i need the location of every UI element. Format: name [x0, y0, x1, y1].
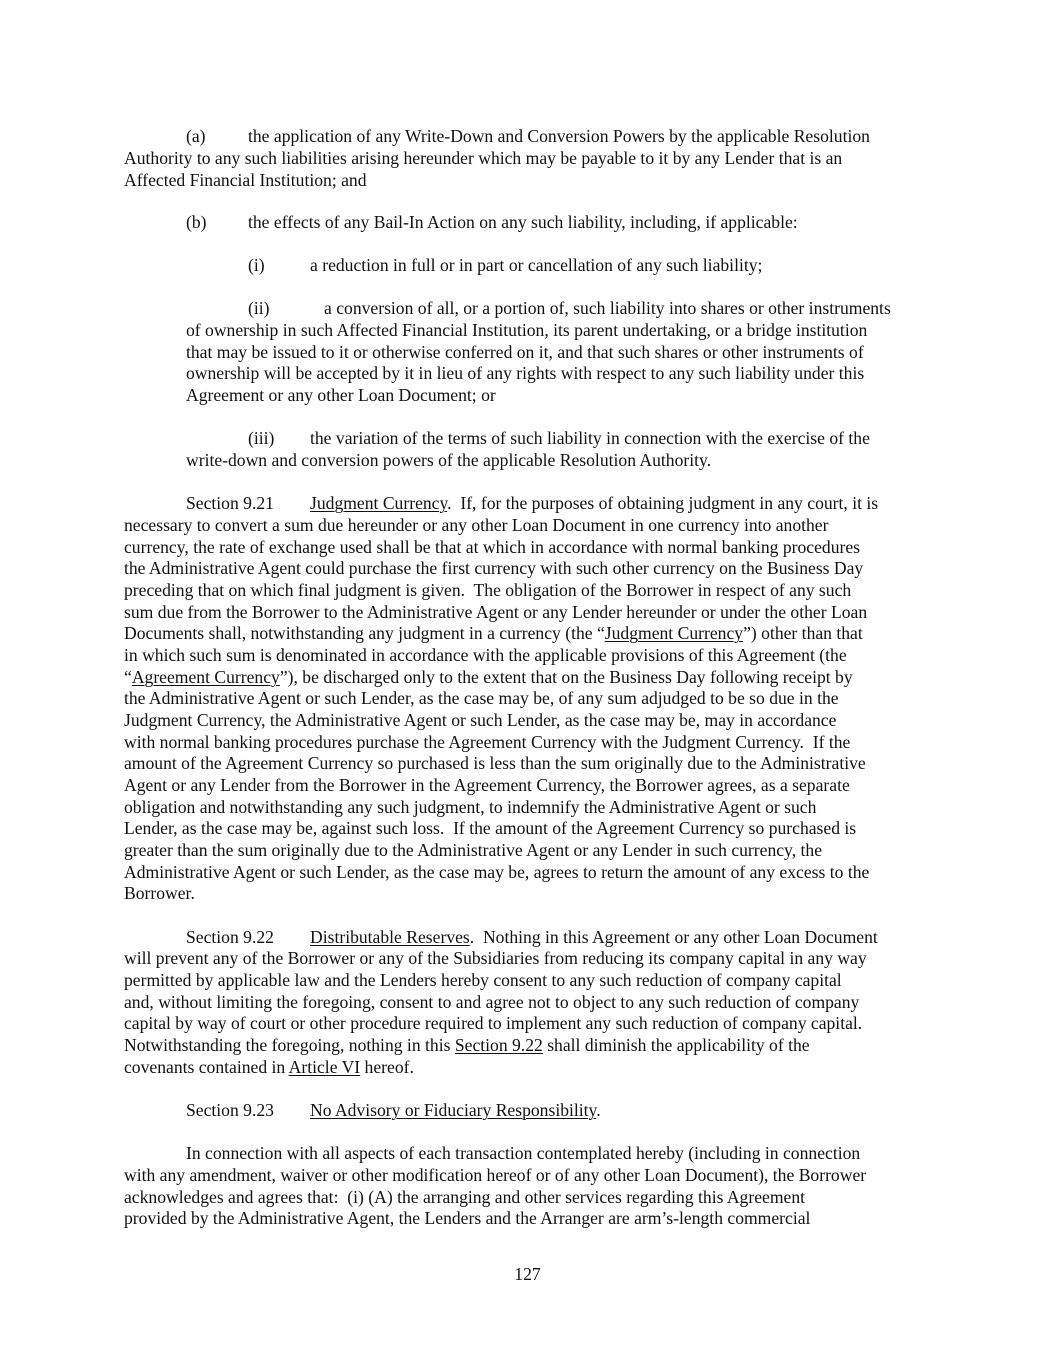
clause-label: (b) — [186, 212, 207, 232]
clause-text: Agreement or any other Loan Document; or — [186, 385, 496, 405]
page-number: 127 — [514, 1264, 541, 1284]
section-text: Lender, as the case may be, against such loss. If the amount of the Agreement Currency so purchased is — [124, 818, 857, 838]
section-text: preceding that on which final judgment is given. The obligation of the Borrower in respect of any such — [124, 580, 852, 600]
section-text: Borrower. — [124, 883, 195, 903]
section-text: Administrative Agent or such Lender, as the case may be, agrees to return the amount of any excess to the — [124, 862, 870, 882]
section-number: Section 9.22 — [186, 927, 274, 947]
section-number: Section 9.21 — [186, 493, 274, 513]
clause-label: (ii) — [248, 298, 270, 318]
section-text: provided by the Administrative Agent, the Lenders and the Arranger are arm’s-length commercial — [124, 1208, 811, 1228]
section-number: Section 9.23 — [186, 1100, 274, 1120]
section-text: Judgment Currency, the Administrative Agent or such Lender, as the case may be, may in accordance — [124, 710, 837, 730]
section-text: in which such sum is denominated in accordance with the applicable provisions of this Agreement (the — [124, 645, 847, 665]
section-text: capital by way of court or other procedure required to implement any such reduction of company capital. — [124, 1013, 863, 1033]
clause-text: a reduction in full or in part or cancellation of any such liability; — [310, 255, 763, 275]
section-text: will prevent any of the Borrower or any of the Subsidiaries from reducing its company capital in any way — [124, 948, 867, 968]
cross-reference-article-vi: Article VI — [288, 1057, 361, 1077]
clause-text: a conversion of all, or a portion of, such liability into shares or other instruments — [324, 298, 891, 318]
section-text: ”) other than that — [743, 623, 863, 643]
clause-text: of ownership in such Affected Financial Institution, its parent undertaking, or a bridge institution — [186, 320, 868, 340]
section-text: Documents shall, notwithstanding any judgment in a currency (the “ — [124, 623, 605, 643]
clause-text: that may be issued to it or otherwise conferred on it, and that such shares or other instruments of — [186, 342, 864, 362]
section-heading: Distributable Reserves — [310, 927, 470, 947]
clause-text: Affected Financial Institution; and — [124, 170, 367, 190]
section-text: Agent or any Lender from the Borrower in the Agreement Currency, the Borrower agrees, as a separate — [124, 775, 850, 795]
section-text: currency, the rate of exchange used shall be that at which in accordance with normal banking procedures — [124, 537, 861, 557]
section-text: “ — [124, 667, 132, 687]
section-text: amount of the Agreement Currency so purchased is less than the sum originally due to the Administrative — [124, 753, 866, 773]
clause-label: (a) — [186, 126, 206, 146]
section-text: greater than the sum originally due to the Administrative Agent or any Lender in such currency, the — [124, 840, 823, 860]
section-text: sum due from the Borrower to the Administrative Agent or any Lender hereunder or under the other Loan — [124, 602, 868, 622]
clause-text: write-down and conversion powers of the applicable Resolution Authority. — [186, 450, 712, 470]
section-text: . Nothing in this Agreement or any other Loan Document — [469, 927, 878, 947]
section-heading: Judgment Currency — [310, 493, 448, 513]
clause-label: (iii) — [248, 428, 275, 448]
section-text: . If, for the purposes of obtaining judgment in any court, it is — [447, 493, 879, 513]
clause-text: the application of any Write-Down and Conversion Powers by the applicable Resolution — [248, 126, 870, 146]
clause-text: Authority to any such liabilities arising hereunder which may be payable to it by any Lender that is an — [124, 148, 843, 168]
section-text: shall diminish the applicability of the — [542, 1035, 810, 1055]
clause-text: the variation of the terms of such liability in connection with the exercise of the — [310, 428, 870, 448]
section-text: Notwithstanding the foregoing, nothing in this — [124, 1035, 455, 1055]
section-text: obligation and notwithstanding any such judgment, to indemnify the Administrative Agent or such — [124, 797, 817, 817]
section-text: . — [596, 1100, 601, 1120]
section-text: the Administrative Agent could purchase the first currency with such other currency on the Business Day — [124, 558, 864, 578]
section-text: with normal banking procedures purchase the Agreement Currency with the Judgment Currency. If the — [124, 732, 851, 752]
section-text: necessary to convert a sum due hereunder or any other Loan Document in one currency into another — [124, 515, 829, 535]
section-heading: No Advisory or Fiduciary Responsibility — [310, 1100, 597, 1120]
section-text: covenants contained in — [124, 1057, 289, 1077]
cross-reference-section-9-22: Section 9.22 — [454, 1035, 543, 1055]
section-text: In connection with all aspects of each transaction contemplated hereby (including in connection — [186, 1143, 861, 1163]
section-text: and, without limiting the foregoing, consent to and agree not to object to any such reduction of company — [124, 992, 860, 1012]
clause-label: (i) — [248, 255, 265, 275]
section-text: hereof. — [360, 1057, 414, 1077]
section-text: the Administrative Agent or such Lender, as the case may be, of any sum adjudged to be so due in the — [124, 688, 839, 708]
section-text: ”), be discharged only to the extent that on the Business Day following receipt by — [279, 667, 853, 687]
section-text: with any amendment, waiver or other modification hereof or of any other Loan Document), the Borrower — [124, 1165, 867, 1185]
section-text: permitted by applicable law and the Lenders hereby consent to any such reduction of company capital — [124, 970, 842, 990]
section-text: acknowledges and agrees that: (i) (A) the arranging and other services regarding this Agreement — [124, 1187, 806, 1207]
clause-text: the effects of any Bail-In Action on any such liability, including, if applicable: — [248, 212, 798, 232]
clause-text: ownership will be accepted by it in lieu of any rights with respect to any such liability under this — [186, 363, 865, 383]
defined-term-judgment-currency: Judgment Currency — [604, 623, 744, 643]
defined-term-agreement-currency: Agreement Currency — [131, 667, 280, 687]
